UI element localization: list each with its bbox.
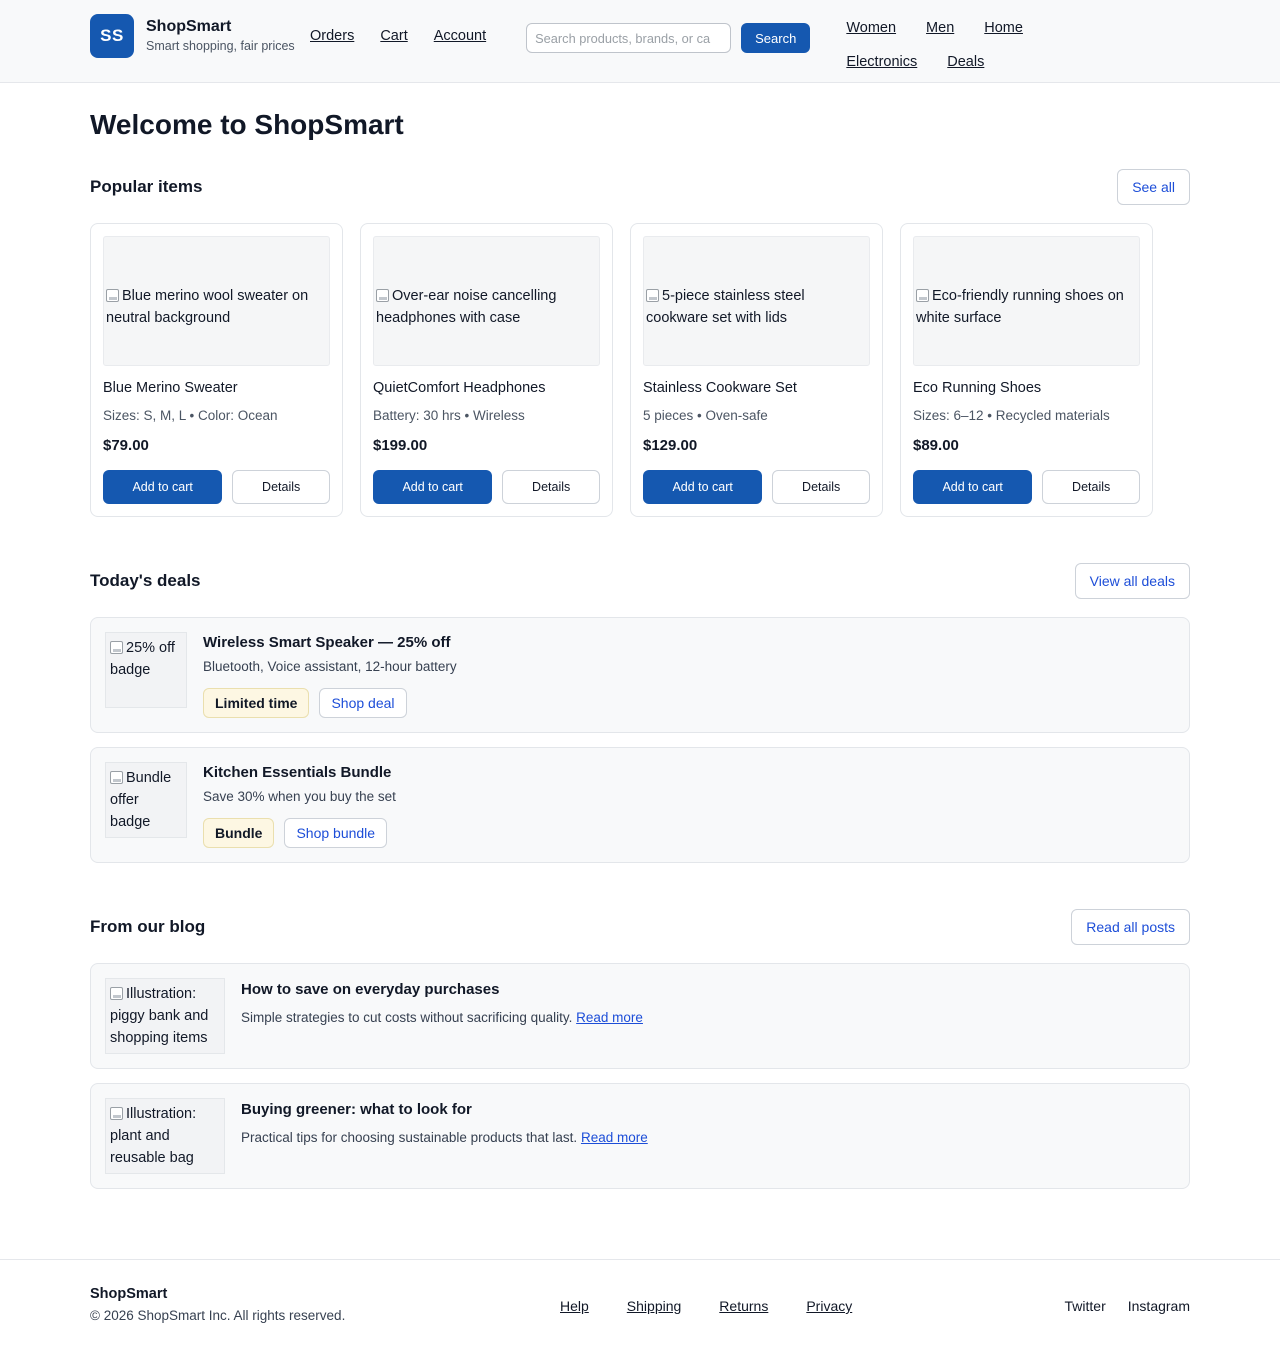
page-title: Welcome to ShopSmart (90, 109, 404, 140)
brand-name: ShopSmart (146, 18, 232, 36)
product-image-alt: Over-ear noise cancelling headphones with case (376, 288, 557, 326)
read-more-link[interactable]: Read more (580, 1130, 648, 1145)
blog-post-image-alt: Illustration: piggy bank and shopping items (110, 986, 209, 1046)
product-price: $79.00 (103, 437, 149, 454)
brand-logo: SS (90, 14, 134, 58)
deal-title: Wireless Smart Speaker — 25% off (203, 634, 451, 651)
search-input[interactable] (526, 23, 731, 53)
blog-title: From our blog (90, 917, 206, 936)
deal-subtitle: Bluetooth, Voice assistant, 12-hour battery (203, 659, 457, 674)
details-button[interactable]: Details (232, 470, 330, 504)
product-image (643, 236, 870, 366)
deal-subtitle: Save 30% when you buy the set (203, 789, 396, 804)
popular-items-section (90, 169, 1190, 517)
main-content (90, 83, 1190, 1189)
category-women[interactable]: Women (846, 20, 897, 36)
details-button[interactable]: Details (1042, 470, 1140, 504)
read-more-link[interactable]: Read more (576, 1010, 643, 1025)
search-button[interactable]: Search (741, 23, 810, 53)
blog-post-image (105, 978, 225, 1054)
footer-brand-name: ShopSmart (90, 1286, 168, 1302)
deal-item[interactable] (90, 747, 1190, 863)
product-image (913, 236, 1140, 366)
footer-social (1065, 1286, 1190, 1314)
broken-image-icon (376, 289, 389, 302)
footer-link-returns[interactable]: Returns (719, 1298, 769, 1314)
shop-bundle-button[interactable]: Shop bundle (284, 818, 387, 848)
blog-post-excerpt: Simple strategies to cut costs without sacrificing quality. (241, 1010, 573, 1025)
add-to-cart-button[interactable]: Add to cart (373, 470, 492, 504)
product-meta: Sizes: S, M, L • Color: Ocean (103, 408, 278, 423)
product-grid (90, 223, 1190, 517)
broken-image-icon (110, 641, 123, 654)
product-card[interactable] (630, 223, 883, 517)
footer-link-help[interactable]: Help (560, 1298, 589, 1314)
deals-title: Today's deals (90, 571, 201, 590)
blog-post-title: Buying greener: what to look for (241, 1101, 472, 1118)
footer-link-privacy[interactable]: Privacy (806, 1298, 853, 1314)
product-name: QuietComfort Headphones (373, 380, 546, 396)
product-image-alt: 5-piece stainless steel cookware set with lids (646, 288, 805, 326)
blog-post[interactable] (90, 963, 1190, 1069)
product-meta: Battery: 30 hrs • Wireless (373, 408, 525, 423)
deal-image-alt: Bundle offer badge (110, 770, 172, 830)
popular-items-title: Popular items (90, 177, 203, 196)
status-badge: Bundle (203, 818, 274, 848)
product-image (103, 236, 330, 366)
blog-post-excerpt: Practical tips for choosing sustainable products that last. (241, 1130, 578, 1145)
category-deals[interactable]: Deals (947, 54, 985, 70)
broken-image-icon (646, 289, 659, 302)
product-meta: Sizes: 6–12 • Recycled materials (913, 408, 1110, 423)
details-button[interactable]: Details (502, 470, 600, 504)
see-all-button[interactable]: See all (1117, 169, 1190, 205)
footer-copyright: © 2026 ShopSmart Inc. All rights reserved. (90, 1308, 346, 1323)
category-electronics[interactable]: Electronics (846, 54, 918, 70)
read-all-posts-button[interactable]: Read all posts (1071, 909, 1190, 945)
broken-image-icon (916, 289, 929, 302)
nav-item-orders[interactable]: Orders (310, 28, 355, 44)
product-image-alt: Eco-friendly running shoes on white surface (916, 288, 1124, 326)
social-link-twitter[interactable]: Twitter (1064, 1298, 1106, 1314)
shop-deal-button[interactable]: Shop deal (319, 688, 406, 718)
blog-post-title: How to save on everyday purchases (241, 981, 500, 998)
deal-image (105, 762, 187, 838)
product-name: Eco Running Shoes (913, 380, 1042, 396)
blog-section (90, 909, 1190, 1189)
search-bar (526, 14, 810, 53)
site-header (0, 0, 1280, 83)
broken-image-icon (110, 1107, 123, 1120)
social-link-instagram[interactable]: Instagram (1127, 1298, 1190, 1314)
category-nav (846, 14, 1076, 70)
add-to-cart-button[interactable]: Add to cart (913, 470, 1032, 504)
site-footer (0, 1259, 1280, 1353)
broken-image-icon (110, 771, 123, 784)
deal-title: Kitchen Essentials Bundle (203, 764, 392, 781)
deals-section (90, 563, 1190, 863)
product-price: $89.00 (913, 437, 959, 454)
deal-image (105, 632, 187, 708)
nav-item-account[interactable]: Account (433, 28, 487, 44)
category-home[interactable]: Home (984, 20, 1023, 36)
broken-image-icon (110, 987, 123, 1000)
product-name: Stainless Cookware Set (643, 380, 797, 396)
category-men[interactable]: Men (926, 20, 955, 36)
deal-item[interactable] (90, 617, 1190, 733)
product-price: $199.00 (373, 437, 428, 454)
broken-image-icon (106, 289, 119, 302)
brand[interactable] (90, 14, 302, 58)
primary-nav (310, 14, 486, 44)
footer-link-shipping[interactable]: Shipping (626, 1298, 682, 1314)
status-badge: Limited time (203, 688, 309, 718)
product-price: $129.00 (643, 437, 698, 454)
blog-post[interactable] (90, 1083, 1190, 1189)
blog-post-image-alt: Illustration: plant and reusable bag (110, 1106, 197, 1166)
product-name: Blue Merino Sweater (103, 380, 238, 396)
deal-image-alt: 25% off badge (110, 640, 175, 678)
brand-tagline: Smart shopping, fair prices (146, 39, 295, 54)
product-image (373, 236, 600, 366)
add-to-cart-button[interactable]: Add to cart (103, 470, 222, 504)
blog-post-image (105, 1098, 225, 1174)
product-card[interactable] (90, 223, 343, 517)
product-card[interactable] (900, 223, 1153, 517)
product-image-alt: Blue merino wool sweater on neutral background (106, 288, 309, 326)
footer-links (560, 1286, 1065, 1314)
details-button[interactable]: Details (772, 470, 870, 504)
product-card[interactable] (360, 223, 613, 517)
add-to-cart-button[interactable]: Add to cart (643, 470, 762, 504)
view-all-deals-button[interactable]: View all deals (1075, 563, 1190, 599)
product-meta: 5 pieces • Oven-safe (643, 408, 768, 423)
nav-item-cart[interactable]: Cart (380, 28, 408, 44)
